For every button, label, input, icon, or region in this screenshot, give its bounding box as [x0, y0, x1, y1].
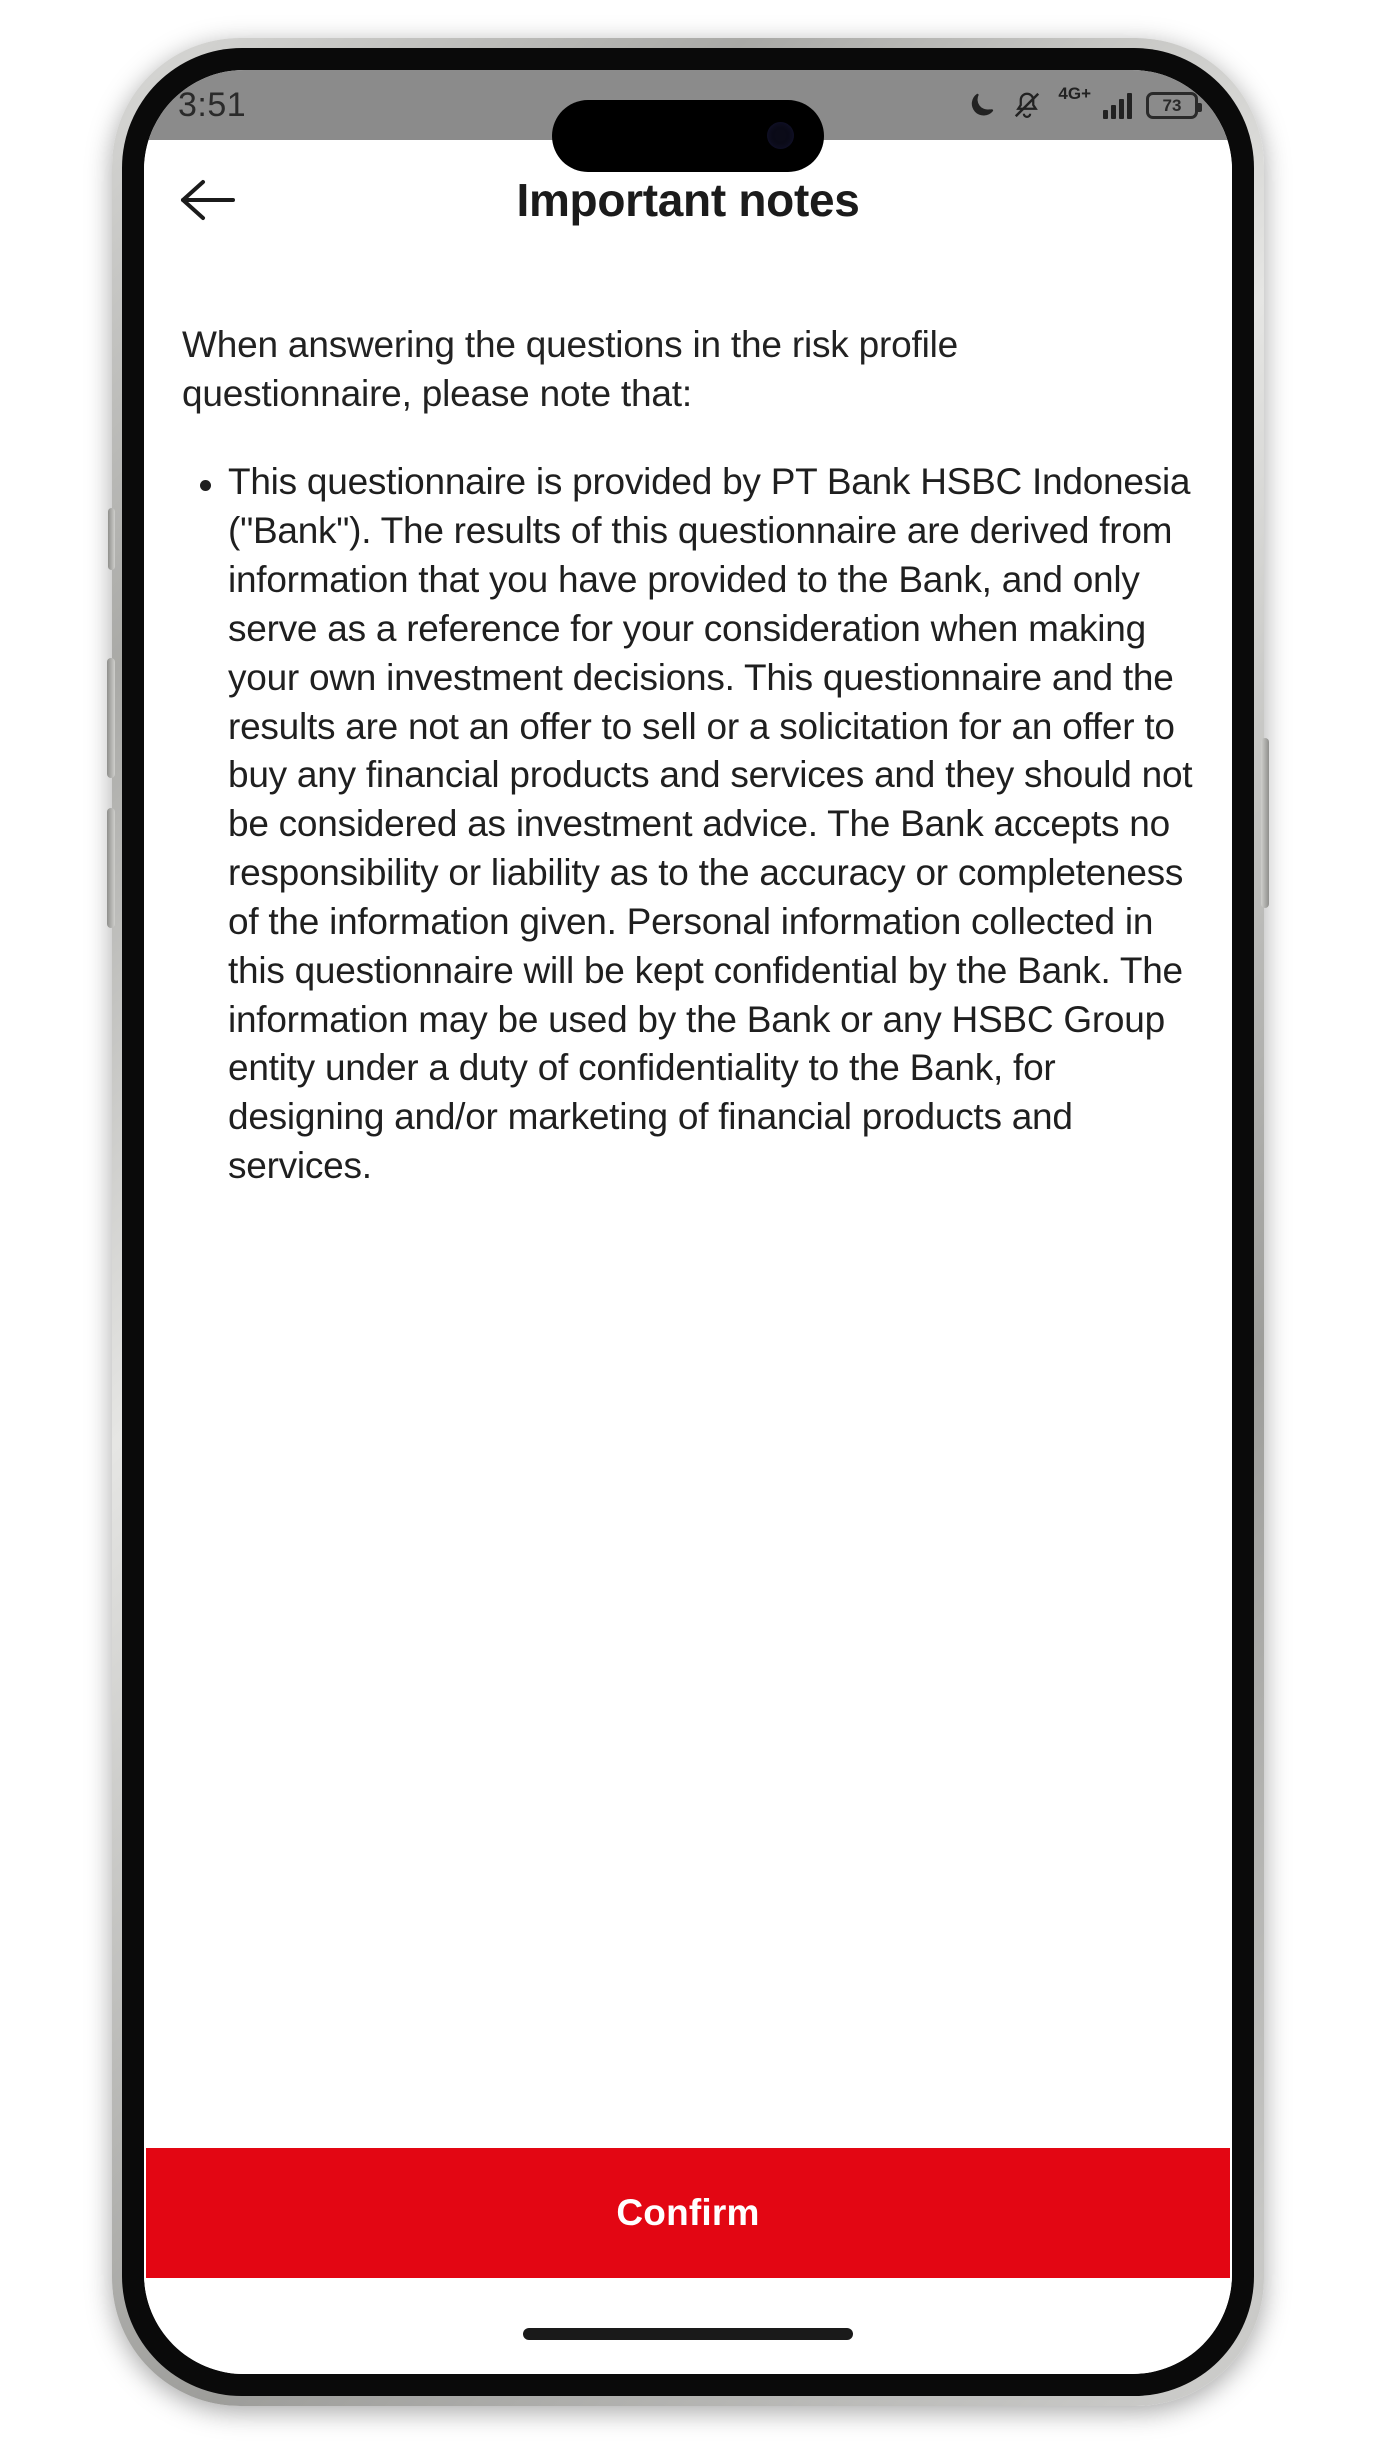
front-camera-icon: [767, 122, 794, 149]
list-item-text: This questionnaire is provided by PT Bank HSBC Indonesia ("Bank"). The results of this questionnaire are derived from information that you have provided to the Bank, and only serve as a reference for your consideration when making your own investment decisions. This questionnaire and the results are not an offer to sell or a solicitation for an offer to buy any financial products and services and they should not be considered as investment advice. The Bank accepts no responsibility or liability as to the accuracy or completeness of the information given. Personal information collected in this questionnaire will be kept confidential by the Bank. The information may be used by the Bank or any HSBC Group entity under a duty of confidentiality to the Bank, for designing and/or marketing of financial products and services.: [228, 461, 1193, 1186]
dynamic-island: [552, 100, 824, 172]
page-title: Important notes: [516, 174, 860, 226]
volume-up-button[interactable]: [107, 658, 115, 778]
home-indicator[interactable]: [523, 2328, 853, 2340]
moon-icon: [968, 90, 998, 120]
phone-bezel: [122, 48, 1254, 2396]
app-container: [144, 140, 1232, 2374]
arrow-left-icon: [177, 176, 239, 224]
network-type-label: 4G+: [1058, 84, 1091, 103]
battery-icon: [1146, 92, 1198, 119]
bell-muted-icon: [1012, 90, 1042, 120]
footer-action-area: [144, 2148, 1232, 2278]
confirm-button[interactable]: Confirm: [146, 2148, 1230, 2278]
notes-content: [144, 260, 1232, 1191]
intro-paragraph: When answering the questions in the risk profile questionnaire, please note that:: [182, 324, 959, 415]
phone-screen: [144, 70, 1232, 2374]
battery-level-label: 73: [1162, 95, 1182, 115]
silent-switch[interactable]: [108, 508, 115, 570]
power-button[interactable]: [1261, 738, 1269, 908]
list-item: [182, 458, 1194, 1190]
back-button[interactable]: [170, 162, 246, 238]
signal-icon: [1103, 91, 1132, 119]
bullet-dot-icon: [182, 458, 228, 491]
status-indicators: [968, 84, 1198, 120]
status-time: 3:51: [178, 85, 247, 124]
phone-frame: [112, 38, 1264, 2406]
volume-down-button[interactable]: [107, 808, 115, 928]
